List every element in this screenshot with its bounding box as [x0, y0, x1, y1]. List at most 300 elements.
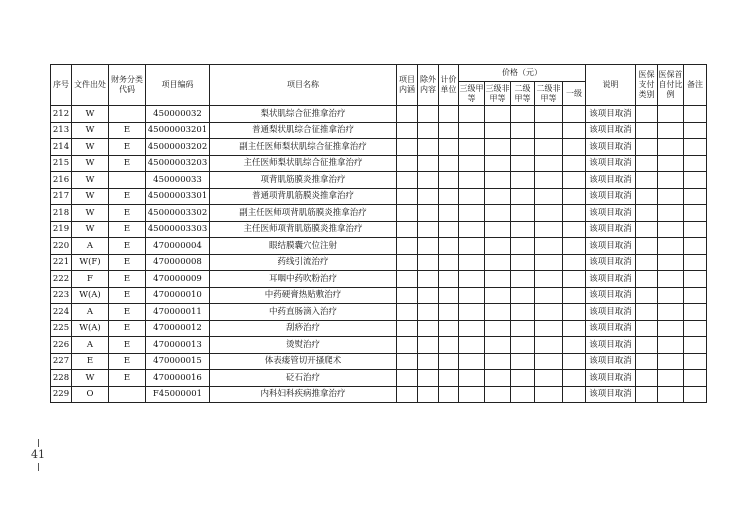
cell-finance-code — [109, 386, 146, 403]
cell-seq: 224 — [51, 304, 72, 321]
cell-seq: 222 — [51, 271, 72, 288]
cell-price-l1 — [459, 139, 485, 156]
cell-content — [397, 205, 418, 222]
cell-price-l2 — [485, 205, 511, 222]
cell-remark — [684, 238, 707, 255]
table-row — [51, 155, 707, 172]
cell-ins-category — [636, 106, 658, 123]
cell-item-code: 470000013 — [146, 337, 210, 354]
cell-price-l4 — [535, 205, 563, 222]
cell-price-l2 — [485, 172, 511, 189]
cell-self-pay-ratio — [658, 353, 684, 370]
cell-seq: 216 — [51, 172, 72, 189]
cell-doc-source: W — [72, 155, 109, 172]
cell-price-l3 — [511, 287, 535, 304]
cell-note: 该项目取消 — [586, 155, 636, 172]
cell-price-l2 — [485, 122, 511, 139]
cell-item-code: F45000001 — [146, 386, 210, 403]
cell-finance-code: E — [109, 155, 146, 172]
header-finance-code: 财务分类代码 — [109, 65, 146, 106]
cell-doc-source: W(A) — [72, 287, 109, 304]
cell-excluded — [418, 238, 439, 255]
cell-price-l3 — [511, 139, 535, 156]
cell-self-pay-ratio — [658, 221, 684, 238]
cell-price-l2 — [485, 106, 511, 123]
cell-price-l4 — [535, 139, 563, 156]
cell-self-pay-ratio — [658, 304, 684, 321]
cell-item-code: 470000010 — [146, 287, 210, 304]
cell-self-pay-ratio — [658, 172, 684, 189]
cell-seq: 213 — [51, 122, 72, 139]
cell-finance-code: E — [109, 254, 146, 271]
cell-excluded — [418, 370, 439, 387]
cell-unit — [439, 221, 459, 238]
cell-note: 该项目取消 — [586, 386, 636, 403]
cell-price-l1 — [459, 370, 485, 387]
table-row — [51, 254, 707, 271]
cell-doc-source: W — [72, 139, 109, 156]
cell-price-l2 — [485, 353, 511, 370]
cell-price-l1 — [459, 353, 485, 370]
cell-price-l5 — [563, 221, 586, 238]
table-row — [51, 320, 707, 337]
page-number-dash — [38, 463, 39, 471]
cell-price-l3 — [511, 370, 535, 387]
header-content: 项目内涵 — [397, 65, 418, 106]
cell-seq: 226 — [51, 337, 72, 354]
cell-price-l2 — [485, 370, 511, 387]
cell-price-l4 — [535, 320, 563, 337]
cell-excluded — [418, 155, 439, 172]
cell-content — [397, 221, 418, 238]
cell-price-l5 — [563, 238, 586, 255]
cell-finance-code: E — [109, 221, 146, 238]
cell-price-l3 — [511, 122, 535, 139]
cell-price-l5 — [563, 353, 586, 370]
cell-price-l4 — [535, 353, 563, 370]
cell-excluded — [418, 221, 439, 238]
cell-doc-source: W — [72, 122, 109, 139]
cell-finance-code: E — [109, 139, 146, 156]
cell-self-pay-ratio — [658, 287, 684, 304]
table-row — [51, 106, 707, 123]
header-price-level: 一级 — [563, 82, 586, 106]
cell-excluded — [418, 172, 439, 189]
cell-item-name: 主任医师项背肌筋膜炎推拿治疗 — [210, 221, 397, 238]
cell-content — [397, 337, 418, 354]
header-item-name: 项目名称 — [210, 65, 397, 106]
cell-excluded — [418, 106, 439, 123]
cell-note: 该项目取消 — [586, 370, 636, 387]
cell-item-name: 烫熨治疗 — [210, 337, 397, 354]
cell-unit — [439, 287, 459, 304]
header-excluded: 除外内容 — [418, 65, 439, 106]
cell-note: 该项目取消 — [586, 238, 636, 255]
cell-item-name: 药线引流治疗 — [210, 254, 397, 271]
cell-content — [397, 386, 418, 403]
cell-price-l2 — [485, 287, 511, 304]
cell-ins-category — [636, 205, 658, 222]
cell-price-l3 — [511, 238, 535, 255]
cell-price-l4 — [535, 304, 563, 321]
cell-item-name: 副主任医师项背肌筋膜炎推拿治疗 — [210, 205, 397, 222]
cell-item-code: 470000008 — [146, 254, 210, 271]
cell-price-l1 — [459, 271, 485, 288]
cell-price-l4 — [535, 254, 563, 271]
header-price-level: 二级甲等 — [511, 82, 535, 106]
cell-ins-category — [636, 172, 658, 189]
cell-doc-source: A — [72, 337, 109, 354]
cell-content — [397, 122, 418, 139]
page-number-dash — [38, 439, 39, 447]
cell-remark — [684, 221, 707, 238]
cell-unit — [439, 238, 459, 255]
table-row — [51, 287, 707, 304]
cell-doc-source: W — [72, 188, 109, 205]
cell-price-l1 — [459, 221, 485, 238]
table-row — [51, 122, 707, 139]
cell-unit — [439, 172, 459, 189]
cell-self-pay-ratio — [658, 122, 684, 139]
cell-finance-code: E — [109, 188, 146, 205]
cell-finance-code — [109, 172, 146, 189]
cell-price-l1 — [459, 188, 485, 205]
cell-price-l4 — [535, 122, 563, 139]
cell-item-code: 450000033 — [146, 172, 210, 189]
cell-remark — [684, 304, 707, 321]
header-self-pay-ratio: 医保首自付比例 — [658, 65, 684, 106]
cell-item-code: 45000003203 — [146, 155, 210, 172]
cell-price-l3 — [511, 304, 535, 321]
cell-doc-source: E — [72, 353, 109, 370]
cell-item-code: 45000003303 — [146, 221, 210, 238]
header-ins-category: 医保支付类别 — [636, 65, 658, 106]
cell-self-pay-ratio — [658, 320, 684, 337]
cell-price-l3 — [511, 106, 535, 123]
cell-content — [397, 304, 418, 321]
cell-content — [397, 370, 418, 387]
cell-remark — [684, 370, 707, 387]
cell-doc-source: W — [72, 205, 109, 222]
cell-self-pay-ratio — [658, 271, 684, 288]
cell-price-l2 — [485, 155, 511, 172]
cell-seq: 221 — [51, 254, 72, 271]
cell-content — [397, 172, 418, 189]
cell-price-l1 — [459, 386, 485, 403]
cell-price-l5 — [563, 122, 586, 139]
cell-item-code: 45000003302 — [146, 205, 210, 222]
cell-self-pay-ratio — [658, 370, 684, 387]
cell-price-l2 — [485, 254, 511, 271]
cell-item-name: 项背肌筋膜炎推拿治疗 — [210, 172, 397, 189]
cell-note: 该项目取消 — [586, 337, 636, 354]
cell-finance-code: E — [109, 287, 146, 304]
cell-finance-code: E — [109, 238, 146, 255]
cell-finance-code: E — [109, 122, 146, 139]
cell-self-pay-ratio — [658, 254, 684, 271]
cell-remark — [684, 353, 707, 370]
header-price: 价格（元） — [459, 65, 586, 82]
cell-price-l2 — [485, 304, 511, 321]
cell-self-pay-ratio — [658, 188, 684, 205]
cell-note: 该项目取消 — [586, 122, 636, 139]
cell-price-l4 — [535, 188, 563, 205]
cell-price-l3 — [511, 205, 535, 222]
cell-price-l1 — [459, 205, 485, 222]
cell-self-pay-ratio — [658, 386, 684, 403]
cell-content — [397, 353, 418, 370]
cell-price-l1 — [459, 122, 485, 139]
cell-ins-category — [636, 386, 658, 403]
cell-doc-source: W — [72, 106, 109, 123]
cell-note: 该项目取消 — [586, 139, 636, 156]
cell-item-code: 470000011 — [146, 304, 210, 321]
cell-unit — [439, 337, 459, 354]
cell-price-l2 — [485, 337, 511, 354]
cell-ins-category — [636, 254, 658, 271]
cell-price-l5 — [563, 304, 586, 321]
cell-excluded — [418, 353, 439, 370]
cell-item-code: 470000009 — [146, 271, 210, 288]
cell-excluded — [418, 320, 439, 337]
cell-price-l4 — [535, 386, 563, 403]
cell-finance-code: E — [109, 370, 146, 387]
cell-price-l4 — [535, 287, 563, 304]
cell-item-code: 45000003202 — [146, 139, 210, 156]
cell-remark — [684, 188, 707, 205]
cell-price-l3 — [511, 271, 535, 288]
cell-excluded — [418, 271, 439, 288]
cell-price-l4 — [535, 370, 563, 387]
table-row — [51, 271, 707, 288]
table-body — [51, 106, 707, 403]
cell-price-l2 — [485, 221, 511, 238]
cell-price-l3 — [511, 320, 535, 337]
cell-unit — [439, 188, 459, 205]
cell-seq: 214 — [51, 139, 72, 156]
cell-note: 该项目取消 — [586, 254, 636, 271]
cell-remark — [684, 205, 707, 222]
cell-item-name: 耳咽中药吹粉治疗 — [210, 271, 397, 288]
cell-unit — [439, 386, 459, 403]
cell-doc-source: W(F) — [72, 254, 109, 271]
cell-unit — [439, 254, 459, 271]
cell-doc-source: A — [72, 304, 109, 321]
cell-price-l1 — [459, 238, 485, 255]
cell-seq: 212 — [51, 106, 72, 123]
cell-item-code: 470000016 — [146, 370, 210, 387]
cell-item-code: 470000015 — [146, 353, 210, 370]
table-row — [51, 188, 707, 205]
cell-note: 该项目取消 — [586, 172, 636, 189]
cell-finance-code — [109, 106, 146, 123]
cell-remark — [684, 155, 707, 172]
cell-item-name: 普通项背肌筋膜炎推拿治疗 — [210, 188, 397, 205]
cell-price-l5 — [563, 205, 586, 222]
table-row — [51, 337, 707, 354]
cell-price-l5 — [563, 386, 586, 403]
cell-finance-code: E — [109, 337, 146, 354]
cell-ins-category — [636, 353, 658, 370]
cell-price-l4 — [535, 172, 563, 189]
cell-doc-source: W — [72, 221, 109, 238]
cell-ins-category — [636, 122, 658, 139]
cell-seq: 220 — [51, 238, 72, 255]
cell-self-pay-ratio — [658, 337, 684, 354]
cell-content — [397, 106, 418, 123]
cell-item-name: 主任医师梨状肌综合征推拿治疗 — [210, 155, 397, 172]
cell-excluded — [418, 254, 439, 271]
header-unit: 计价单位 — [439, 65, 459, 106]
cell-price-l1 — [459, 287, 485, 304]
cell-price-l3 — [511, 254, 535, 271]
cell-doc-source: F — [72, 271, 109, 288]
cell-price-l3 — [511, 221, 535, 238]
cell-item-name: 体表瘘管切开搔爬术 — [210, 353, 397, 370]
cell-ins-category — [636, 271, 658, 288]
cell-ins-category — [636, 238, 658, 255]
cell-finance-code: E — [109, 353, 146, 370]
cell-note: 该项目取消 — [586, 205, 636, 222]
cell-remark — [684, 172, 707, 189]
cell-remark — [684, 122, 707, 139]
cell-content — [397, 238, 418, 255]
cell-note: 该项目取消 — [586, 353, 636, 370]
cell-ins-category — [636, 221, 658, 238]
cell-price-l1 — [459, 320, 485, 337]
table-row — [51, 386, 707, 403]
cell-remark — [684, 386, 707, 403]
cell-price-l5 — [563, 320, 586, 337]
cell-finance-code: E — [109, 271, 146, 288]
cell-excluded — [418, 386, 439, 403]
cell-self-pay-ratio — [658, 139, 684, 156]
table-row — [51, 205, 707, 222]
header-doc-source: 文件出处 — [72, 65, 109, 106]
cell-excluded — [418, 304, 439, 321]
cell-price-l2 — [485, 238, 511, 255]
cell-note: 该项目取消 — [586, 271, 636, 288]
cell-price-l5 — [563, 287, 586, 304]
cell-price-l1 — [459, 254, 485, 271]
cell-self-pay-ratio — [658, 205, 684, 222]
cell-note: 该项目取消 — [586, 188, 636, 205]
cell-unit — [439, 122, 459, 139]
cell-price-l3 — [511, 386, 535, 403]
page-number — [28, 437, 48, 473]
cell-ins-category — [636, 287, 658, 304]
cell-doc-source: A — [72, 238, 109, 255]
cell-item-name: 副主任医师梨状肌综合征推拿治疗 — [210, 139, 397, 156]
cell-unit — [439, 106, 459, 123]
cell-seq: 218 — [51, 205, 72, 222]
cell-price-l4 — [535, 238, 563, 255]
cell-price-l5 — [563, 254, 586, 271]
cell-price-l2 — [485, 386, 511, 403]
header-price-level: 二级非甲等 — [535, 82, 563, 106]
cell-price-l3 — [511, 337, 535, 354]
cell-price-l4 — [535, 271, 563, 288]
cell-item-code: 470000012 — [146, 320, 210, 337]
cell-unit — [439, 304, 459, 321]
cell-unit — [439, 370, 459, 387]
table-row — [51, 370, 707, 387]
cell-price-l4 — [535, 155, 563, 172]
table-row — [51, 353, 707, 370]
cell-seq: 217 — [51, 188, 72, 205]
cell-ins-category — [636, 370, 658, 387]
cell-price-l3 — [511, 188, 535, 205]
cell-ins-category — [636, 155, 658, 172]
cell-seq: 225 — [51, 320, 72, 337]
cell-seq: 228 — [51, 370, 72, 387]
cell-price-l5 — [563, 172, 586, 189]
cell-item-name: 砭石治疗 — [210, 370, 397, 387]
cell-price-l4 — [535, 106, 563, 123]
cell-content — [397, 188, 418, 205]
table-row — [51, 238, 707, 255]
cell-price-l5 — [563, 337, 586, 354]
cell-unit — [439, 205, 459, 222]
cell-ins-category — [636, 337, 658, 354]
cell-price-l3 — [511, 172, 535, 189]
cell-remark — [684, 320, 707, 337]
cell-ins-category — [636, 320, 658, 337]
cell-seq: 227 — [51, 353, 72, 370]
cell-price-l5 — [563, 188, 586, 205]
cell-self-pay-ratio — [658, 155, 684, 172]
cell-note: 该项目取消 — [586, 287, 636, 304]
header-price-level: 三级非甲等 — [485, 82, 511, 106]
cell-seq: 215 — [51, 155, 72, 172]
cell-item-code: 45000003301 — [146, 188, 210, 205]
cell-unit — [439, 353, 459, 370]
cell-unit — [439, 271, 459, 288]
cell-price-l1 — [459, 172, 485, 189]
cell-item-name: 眼结膜囊穴位注射 — [210, 238, 397, 255]
cell-excluded — [418, 139, 439, 156]
cell-item-name: 刮痧治疗 — [210, 320, 397, 337]
price-table — [50, 64, 707, 403]
cell-ins-category — [636, 304, 658, 321]
header-seq: 序号 — [51, 65, 72, 106]
cell-item-name: 中药硬膏热贴敷治疗 — [210, 287, 397, 304]
cell-unit — [439, 320, 459, 337]
cell-excluded — [418, 205, 439, 222]
cell-doc-source: W — [72, 370, 109, 387]
cell-self-pay-ratio — [658, 106, 684, 123]
cell-unit — [439, 155, 459, 172]
cell-price-l5 — [563, 139, 586, 156]
table-row — [51, 172, 707, 189]
cell-price-l1 — [459, 337, 485, 354]
cell-seq: 229 — [51, 386, 72, 403]
cell-price-l5 — [563, 106, 586, 123]
cell-item-name: 普通梨状肌综合征推拿治疗 — [210, 122, 397, 139]
cell-unit — [439, 139, 459, 156]
cell-remark — [684, 337, 707, 354]
cell-note: 该项目取消 — [586, 320, 636, 337]
cell-price-l1 — [459, 304, 485, 321]
cell-remark — [684, 254, 707, 271]
cell-doc-source: W(A) — [72, 320, 109, 337]
cell-price-l2 — [485, 320, 511, 337]
cell-note: 该项目取消 — [586, 221, 636, 238]
cell-price-l2 — [485, 139, 511, 156]
cell-price-l3 — [511, 155, 535, 172]
cell-doc-source: W — [72, 172, 109, 189]
cell-price-l1 — [459, 106, 485, 123]
